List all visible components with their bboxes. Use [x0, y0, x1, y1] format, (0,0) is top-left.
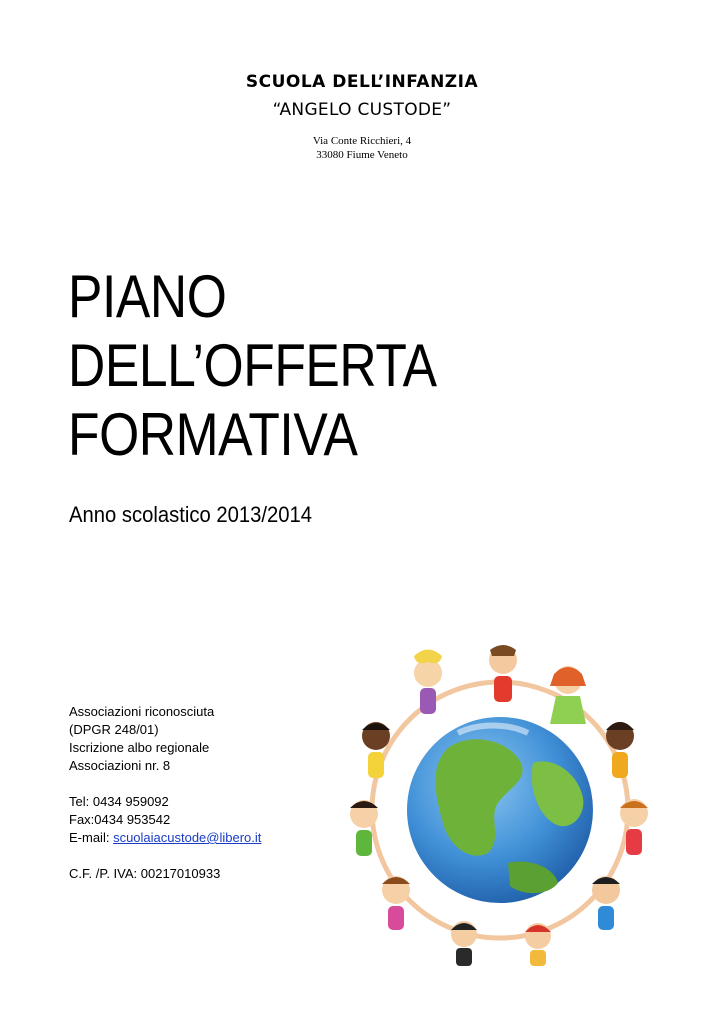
child-figure [592, 876, 620, 930]
child-figure [489, 645, 517, 702]
email-link[interactable]: scuolaiacustode@libero.it [113, 830, 262, 845]
address-street: Via Conte Ricchieri, 4 [312, 135, 412, 147]
school-subtitle: “ANGELO CUSTODE” [272, 100, 452, 120]
child-figure [414, 650, 442, 715]
contact-info [69, 703, 261, 883]
title-line-1: PIANO [68, 263, 227, 330]
school-address [0, 134, 724, 162]
child-figure [606, 722, 634, 778]
document-title [68, 262, 437, 469]
school-year: Anno scolastico 2013/2014 [69, 502, 313, 527]
info-dpgr: (DPGR 248/01) [69, 722, 159, 737]
children-around-globe-illustration [328, 638, 668, 968]
school-name: SCUOLA DELL’INFANZIA [245, 72, 479, 92]
info-register: Iscrizione albo regionale [69, 740, 210, 755]
child-figure [525, 923, 551, 966]
info-association: Associazioni riconosciuta [69, 704, 215, 719]
address-city: 33080 Fiume Veneto [316, 149, 408, 161]
info-fax: Fax:0434 953542 [69, 812, 171, 827]
info-tax-code: C.F. /P. IVA: 00217010933 [69, 866, 221, 881]
child-figure [382, 876, 410, 930]
info-association-number: Associazioni nr. 8 [69, 758, 171, 773]
title-line-2: DELL’OFFERTA [68, 332, 437, 399]
email-label: E-mail: [69, 830, 114, 845]
globe [407, 717, 593, 903]
info-tel: Tel: 0434 959092 [69, 794, 169, 809]
info-email-row [69, 829, 261, 847]
child-figure [451, 921, 477, 966]
title-line-3: FORMATIVA [68, 401, 358, 468]
document-header [0, 72, 724, 162]
